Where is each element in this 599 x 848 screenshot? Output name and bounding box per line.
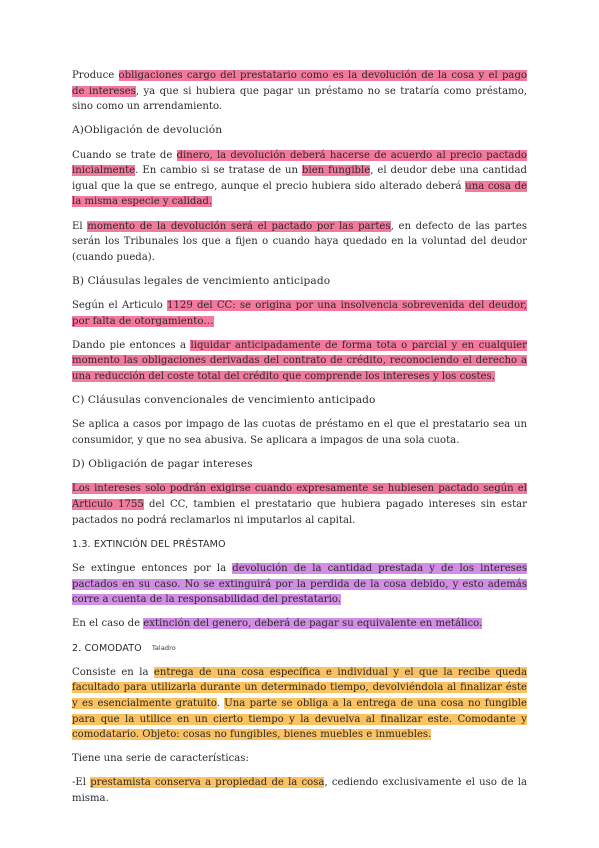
heading-extincion-prestamo: 1.3. EXTINCIÓN DEL PRÉSTAMO bbox=[72, 538, 226, 550]
heading-clausulas-legales: B) Cláusulas legales de vencimiento anticipado bbox=[72, 274, 331, 287]
text-run: Produce bbox=[72, 70, 119, 81]
paragraph-comodato-definicion bbox=[72, 665, 527, 743]
highlight-orange: entrega de una cosa específica e individual y el que la recibe queda facultado para utilizarla durante un determinado tiempo, devolviéndola al finalizar éste y es esencialmente gratuito bbox=[72, 666, 527, 709]
text-run: Consiste en la bbox=[72, 666, 154, 678]
paragraph-devolucion-dinero bbox=[72, 148, 527, 210]
heading-obligacion-devolucion: A)Obligación de devolución bbox=[72, 124, 223, 137]
highlight-pink: una cosa de la misma especie y calidad. bbox=[72, 180, 527, 208]
text-run: , en defecto de las partes serán los Tribunales los que a fijen o cuando haya quedado en la voluntad del deudor (cuando pueda). bbox=[72, 220, 527, 263]
paragraph-obligaciones bbox=[72, 68, 527, 115]
text-run: del CC, tambien el prestatario que hubiera pagado intereses sin estar pactados no podrá reclamarlos ni imputarlos al capital. bbox=[72, 499, 527, 526]
text-run: , cediendo exclusivamente el uso de la misma. bbox=[72, 777, 528, 805]
paragraph-intereses bbox=[72, 481, 527, 528]
text-run: Dando pie entonces a bbox=[72, 339, 191, 351]
paragraph-momento-devolucion bbox=[72, 219, 527, 266]
highlight-violet: devolución de la cantidad prestada y de los intereses pactados en su caso. No se extinguirá por la perdida de la cosa debido, y esto además corre a cuenta de la responsabilidad del prestatario. bbox=[72, 562, 527, 606]
text-run: Según el Articulo bbox=[72, 300, 168, 312]
highlight-pink: bien fungible bbox=[302, 165, 371, 177]
highlight-orange: Una parte se obliga a la entrega de una cosa no fungible para que la utilice en un cierto tiempo y la devuelva al finalizar este. Comodante y comodatario. Objeto: cosas no fungibles, bienes muebles e inmuebles. bbox=[72, 697, 528, 741]
text-run: -El bbox=[72, 777, 91, 789]
highlight-orange: prestamista conserva a propiedad de la cosa bbox=[90, 777, 325, 789]
highlight-pink: dinero, la devolución deberá hacerse de acuerdo al precio pactado inicialmente bbox=[72, 149, 527, 177]
margin-note: Taladro bbox=[151, 643, 176, 652]
text-run: , el deudor debe una cantidad igual que la que se entrego, aunque el precio hubiera sido alterado deberá bbox=[72, 165, 527, 192]
text-run: Cuando se trate de bbox=[72, 149, 177, 161]
paragraph-extincion-genero bbox=[72, 616, 527, 632]
paragraph-liquidar-anticipadamente bbox=[72, 338, 527, 385]
highlight-violet: extinción del genero, deberá de pagar su equivalente en metálico. bbox=[143, 618, 483, 630]
heading-comodato-text: 2. COMODATO bbox=[72, 642, 142, 654]
text-run: En el caso de bbox=[72, 618, 144, 630]
highlight-pink: 1129 del CC: se origina por una insolvencia sobrevenida del deudor, por falta de otorgamiento… bbox=[72, 300, 527, 327]
paragraph-articulo-1129 bbox=[72, 298, 527, 329]
text-run: El bbox=[72, 220, 88, 232]
heading-comodato bbox=[72, 641, 527, 657]
highlight-pink: Los intereses solo podrán exigirse cuando expresamente se hubiesen pactado según el Articulo 1755 bbox=[72, 483, 527, 510]
text-run: , ya que si hubiera que pagar un préstamo no se trataría como préstamo, sino como un arrendamiento. bbox=[72, 85, 527, 113]
heading-pagar-intereses: D) Obligación de pagar intereses bbox=[72, 458, 253, 471]
paragraph-caracteristicas: Tiene una serie de características: bbox=[72, 753, 249, 765]
text-run: . En cambio si se tratase de un bbox=[135, 165, 303, 177]
text-run: . bbox=[216, 697, 225, 709]
highlight-pink: obligaciones cargo del prestatario como es la devolución de la cosa y el pago de intereses bbox=[72, 70, 527, 97]
paragraph-se-extingue bbox=[72, 561, 527, 608]
text-run: Se extingue entonces por la bbox=[72, 562, 233, 574]
paragraph-prestamista-propiedad bbox=[72, 775, 527, 806]
highlight-pink: momento de la devolución será el pactado por las partes bbox=[87, 220, 391, 232]
heading-clausulas-convencionales: C) Cláusulas convencionales de vencimiento anticipado bbox=[72, 394, 376, 407]
document-page bbox=[72, 68, 527, 815]
paragraph-impago-cuotas: Se aplica a casos por impago de las cuotas de préstamo en el que el prestatario sea un consumidor, y que no sea abusiva. Se aplicara a impagos de una sola cuota. bbox=[72, 419, 527, 447]
highlight-pink: liquidar anticipadamente de forma tota o parcial y en cualquier momento las obligaciones derivadas del contrato de crédito, reconociendo el derecho a una reducción del coste total del crédito que comprende los intereses y los costes. bbox=[72, 339, 527, 383]
